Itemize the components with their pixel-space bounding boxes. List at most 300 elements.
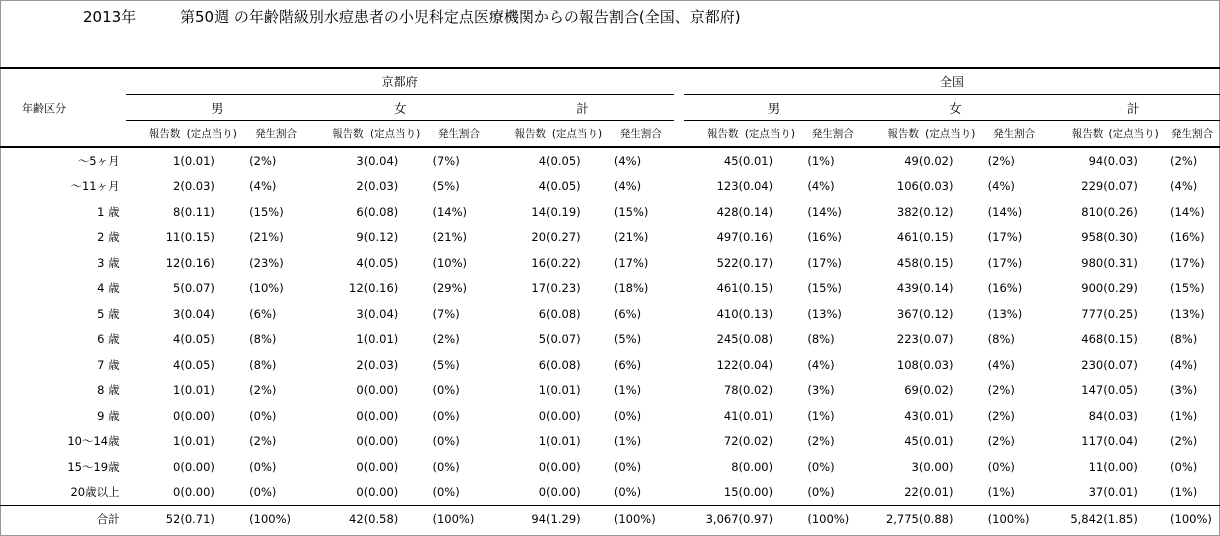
per-sentinel: (0.03): [918, 179, 954, 194]
total-row: [0, 506, 1220, 532]
per-sentinel: (0.08): [738, 332, 774, 347]
report-count: 4: [173, 357, 181, 372]
per-sentinel: (0.05): [546, 179, 581, 194]
age-group-label: 4 歳: [97, 281, 120, 296]
per-sentinel: (0.15): [918, 255, 954, 270]
sex-header-national-male: 男: [684, 95, 864, 121]
gap-cell: [674, 225, 684, 251]
incidence-rate: (4%): [1170, 179, 1198, 194]
subheader-rate: 発生割合: [801, 121, 864, 148]
per-sentinel: (0.01): [363, 332, 399, 347]
report-count: 72: [723, 434, 739, 449]
subheader-rate: 発生割合: [608, 121, 674, 148]
report-count: 410: [716, 306, 739, 321]
per-sentinel: (0.31): [1103, 255, 1138, 270]
incidence-rate: (1%): [807, 408, 835, 423]
incidence-rate: (15%): [613, 204, 649, 219]
report-count: 5: [173, 281, 181, 296]
report-count: 382: [896, 204, 919, 219]
incidence-rate: (2%): [987, 153, 1015, 168]
per-sentinel: (0.07): [1103, 357, 1138, 372]
incidence-rate: (17%): [807, 255, 842, 270]
table-row: [0, 250, 1220, 276]
per-sentinel: (0.05): [363, 255, 399, 270]
report-count: 458: [896, 255, 919, 270]
incidence-rate: (0%): [432, 459, 460, 474]
incidence-rate: (17%): [1170, 255, 1205, 270]
incidence-rate: (10%): [249, 281, 284, 296]
report-count: 45: [904, 434, 919, 449]
report-count: 1: [538, 383, 547, 398]
age-group-label: ～11ヶ月: [70, 179, 120, 194]
per-sentinel: (0.02): [918, 153, 954, 168]
incidence-rate: (21%): [613, 230, 649, 245]
gap-cell: [674, 352, 684, 378]
incidence-rate: (0%): [249, 485, 277, 500]
report-count: 106: [896, 179, 919, 194]
region-header-national: 全国: [684, 68, 1220, 95]
report-count: 49: [904, 153, 919, 168]
report-count: 108: [896, 357, 919, 372]
report-title: 第50週 の年齢階級別水痘患者の小児科定点医療機関からの報告割合(全国、京都府): [180, 8, 741, 26]
gap-cell: [674, 174, 684, 200]
report-count: 0: [538, 459, 547, 474]
gap-cell: [674, 250, 684, 276]
per-sentinel: (0.12): [918, 204, 954, 219]
gap-cell: [674, 276, 684, 302]
gap-cell: [674, 147, 684, 174]
incidence-rate: (21%): [249, 230, 284, 245]
sex-header-kyoto-total: 計: [491, 95, 673, 121]
age-group-label: 2 歳: [97, 230, 120, 245]
per-sentinel: (0.04): [363, 306, 399, 321]
report-count: 4: [538, 179, 547, 194]
table-row: [0, 225, 1220, 251]
per-sentinel: (0.01): [738, 153, 774, 168]
report-count: 3: [356, 306, 364, 321]
incidence-rate: (8%): [1170, 332, 1198, 347]
incidence-rate: (4%): [987, 357, 1015, 372]
incidence-rate: (4%): [1170, 357, 1198, 372]
per-sentinel: (0.16): [363, 281, 399, 296]
per-sentinel: (0.00): [363, 383, 399, 398]
incidence-rate: (100%): [982, 506, 1047, 532]
per-sentinel: (0.00): [546, 408, 581, 423]
report-count: 229: [1081, 179, 1104, 194]
per-sentinel: (0.01): [546, 383, 581, 398]
per-sentinel: (0.08): [546, 357, 581, 372]
report-count: 11: [165, 230, 181, 245]
per-sentinel: (0.00): [918, 459, 954, 474]
subheader-per-sentinel: (定点当り): [739, 121, 802, 148]
incidence-rate: (4%): [613, 153, 642, 168]
report-count: 12: [165, 255, 181, 270]
per-sentinel: (0.00): [180, 459, 215, 474]
age-group-label: 8 歳: [97, 383, 120, 398]
gap-cell: [674, 403, 684, 429]
report-count: 52: [126, 506, 181, 532]
report-count: 43: [904, 408, 919, 423]
age-group-label: ～5ヶ月: [77, 153, 120, 168]
incidence-rate: (29%): [432, 281, 468, 296]
per-sentinel: (0.12): [918, 306, 954, 321]
incidence-rate: (14%): [1170, 204, 1205, 219]
incidence-rate: (2%): [249, 383, 277, 398]
incidence-rate: (14%): [807, 204, 842, 219]
incidence-rate: (2%): [249, 153, 277, 168]
incidence-rate: (100%): [608, 506, 674, 532]
per-sentinel: (0.08): [546, 306, 581, 321]
table-row: [0, 480, 1220, 506]
incidence-rate: (8%): [807, 332, 835, 347]
report-count: 3,067: [684, 506, 739, 532]
subheader-per-sentinel: (定点当り): [546, 121, 608, 148]
report-count: 810: [1081, 204, 1104, 219]
per-sentinel: (0.05): [1103, 383, 1138, 398]
report-count: 9: [356, 230, 364, 245]
report-count: 69: [904, 383, 919, 398]
table-row: [0, 199, 1220, 225]
report-count: 461: [716, 281, 739, 296]
incidence-rate: (2%): [987, 434, 1015, 449]
incidence-rate: (17%): [987, 255, 1023, 270]
per-sentinel: (0.04): [363, 153, 399, 168]
per-sentinel: (0.12): [363, 230, 399, 245]
per-sentinel: (0.01): [180, 383, 215, 398]
incidence-rate: (6%): [613, 306, 642, 321]
per-sentinel: (0.00): [363, 408, 399, 423]
age-group-label: 6 歳: [97, 332, 120, 347]
subheader-count: 報告数: [864, 121, 919, 148]
incidence-rate: (2%): [987, 383, 1015, 398]
age-group-label: 5 歳: [97, 306, 120, 321]
per-sentinel: (0.30): [1103, 230, 1138, 245]
report-count: 94: [491, 506, 546, 532]
subheader-per-sentinel: (定点当り): [364, 121, 427, 148]
incidence-rate: (0%): [807, 485, 835, 500]
per-sentinel: (0.26): [1103, 204, 1138, 219]
table-row: [0, 174, 1220, 200]
per-sentinel: (0.08): [363, 204, 399, 219]
incidence-rate: (17%): [987, 230, 1023, 245]
report-count: 230: [1081, 357, 1104, 372]
report-count: 5: [538, 332, 547, 347]
table-row: [0, 301, 1220, 327]
incidence-rate: (6%): [249, 306, 277, 321]
report-count: 2: [356, 179, 364, 194]
per-sentinel: (0.03): [180, 179, 215, 194]
age-group-header: 年齢区分: [0, 68, 126, 147]
report-count: 0: [356, 408, 364, 423]
per-sentinel: (0.01): [180, 434, 215, 449]
report-count: 1: [173, 434, 181, 449]
per-sentinel: (0.05): [546, 153, 581, 168]
incidence-rate: (13%): [807, 306, 842, 321]
per-sentinel: (0.17): [738, 255, 774, 270]
subheader-rate: 発生割合: [427, 121, 492, 148]
report-count: 6: [538, 357, 547, 372]
incidence-rate: (0%): [432, 434, 460, 449]
per-sentinel: (0.97): [739, 506, 802, 532]
report-count: 6: [356, 204, 364, 219]
per-sentinel: (0.25): [1103, 306, 1138, 321]
incidence-rate: (2%): [1170, 153, 1198, 168]
subheader-per-sentinel: (定点当り): [1103, 121, 1164, 148]
report-count: 958: [1081, 230, 1104, 245]
report-count: 78: [723, 383, 739, 398]
per-sentinel: (0.15): [180, 230, 215, 245]
per-sentinel: (0.27): [546, 230, 581, 245]
subheader-count: 報告数: [684, 121, 739, 148]
incidence-rate: (7%): [432, 306, 460, 321]
per-sentinel: (0.00): [738, 485, 774, 500]
per-sentinel: (0.15): [738, 281, 774, 296]
incidence-rate: (1%): [1170, 408, 1198, 423]
report-count: 777: [1081, 306, 1104, 321]
per-sentinel: (0.03): [363, 179, 399, 194]
incidence-rate: (1%): [613, 383, 642, 398]
table-row: [0, 276, 1220, 302]
subheader-rate: 発生割合: [243, 121, 309, 148]
report-count: 22: [904, 485, 919, 500]
per-sentinel: (0.04): [738, 179, 774, 194]
report-count: 980: [1081, 255, 1104, 270]
incidence-rate: (6%): [613, 357, 642, 372]
incidence-rate: (1%): [987, 485, 1015, 500]
report-count: 245: [716, 332, 739, 347]
incidence-rate: (4%): [249, 179, 277, 194]
gap-cell: [674, 327, 684, 353]
per-sentinel: (0.14): [918, 281, 954, 296]
per-sentinel: (0.00): [180, 408, 215, 423]
report-count: 12: [349, 281, 364, 296]
incidence-rate: (4%): [987, 179, 1015, 194]
report-count: 94: [1088, 153, 1104, 168]
gap-cell: [674, 301, 684, 327]
incidence-rate: (16%): [1170, 230, 1205, 245]
gap-cell: [674, 454, 684, 480]
per-sentinel: (0.04): [1103, 434, 1138, 449]
per-sentinel: (0.01): [738, 408, 774, 423]
incidence-rate: (10%): [432, 255, 468, 270]
incidence-rate: (2%): [249, 434, 277, 449]
incidence-rate: (0%): [613, 485, 642, 500]
per-sentinel: (0.01): [918, 485, 954, 500]
report-count: 37: [1088, 485, 1104, 500]
report-count: 1: [538, 434, 547, 449]
report-count: 20: [531, 230, 547, 245]
age-group-label: 20歳以上: [70, 485, 120, 500]
per-sentinel: (0.15): [1103, 332, 1138, 347]
incidence-rate: (100%): [243, 506, 309, 532]
incidence-rate: (4%): [807, 179, 835, 194]
report-count: 3: [911, 459, 919, 474]
report-count: 522: [716, 255, 739, 270]
subheader-per-sentinel: (定点当り): [919, 121, 982, 148]
incidence-rate: (100%): [801, 506, 864, 532]
per-sentinel: (0.88): [919, 506, 982, 532]
per-sentinel: (0.29): [1103, 281, 1138, 296]
report-count: 2: [356, 357, 364, 372]
report-count: 117: [1081, 434, 1104, 449]
table-row: [0, 429, 1220, 455]
gap-cell: [674, 480, 684, 506]
incidence-rate: (18%): [613, 281, 649, 296]
incidence-rate: (2%): [1170, 434, 1198, 449]
report-count: 468: [1081, 332, 1104, 347]
report-count: 3: [173, 306, 181, 321]
per-sentinel: (0.16): [180, 255, 215, 270]
age-group-label: 15～19歳: [67, 459, 120, 474]
age-group-label: 7 歳: [97, 357, 120, 372]
report-count: 2,775: [864, 506, 919, 532]
region-header-kyoto: 京都府: [126, 68, 674, 95]
incidence-rate: (5%): [432, 357, 460, 372]
report-count: 41: [723, 408, 739, 423]
incidence-rate: (2%): [432, 332, 460, 347]
report-count: 0: [356, 459, 364, 474]
incidence-rate: (7%): [432, 153, 460, 168]
incidence-rate: (15%): [807, 281, 842, 296]
report-count: 3: [356, 153, 364, 168]
report-count: 42: [309, 506, 364, 532]
per-sentinel: (0.01): [546, 434, 581, 449]
report-year: 2013年: [83, 8, 137, 26]
incidence-rate: (0%): [613, 408, 642, 423]
per-sentinel: (0.00): [363, 434, 399, 449]
subheader-rate: 発生割合: [982, 121, 1047, 148]
incidence-rate: (21%): [432, 230, 468, 245]
incidence-rate: (1%): [1170, 485, 1198, 500]
incidence-rate: (100%): [427, 506, 492, 532]
incidence-rate: (2%): [987, 408, 1015, 423]
report-count: 84: [1088, 408, 1104, 423]
incidence-rate: (0%): [613, 459, 642, 474]
incidence-rate: (4%): [613, 179, 642, 194]
incidence-rate: (1%): [807, 153, 835, 168]
report-count: 367: [896, 306, 919, 321]
report-count: 17: [531, 281, 547, 296]
report-count: 0: [173, 459, 181, 474]
incidence-rate: (23%): [249, 255, 284, 270]
report-count: 428: [716, 204, 739, 219]
subheader-per-sentinel: (定点当り): [180, 121, 243, 148]
per-sentinel: (0.23): [546, 281, 581, 296]
report-count: 439: [896, 281, 919, 296]
age-group-label: 9 歳: [97, 408, 120, 423]
report-count: 147: [1081, 383, 1104, 398]
report-count: 123: [716, 179, 739, 194]
per-sentinel: (0.07): [546, 332, 581, 347]
per-sentinel: (0.15): [918, 230, 954, 245]
per-sentinel: (0.03): [1103, 153, 1138, 168]
incidence-rate: (14%): [987, 204, 1023, 219]
report-count: 0: [356, 485, 364, 500]
report-count: 14: [531, 204, 547, 219]
per-sentinel: (0.05): [180, 357, 215, 372]
report-count: 0: [173, 408, 181, 423]
per-sentinel: (0.02): [738, 434, 774, 449]
incidence-rate: (0%): [249, 408, 277, 423]
per-sentinel: (0.00): [363, 459, 399, 474]
per-sentinel: (0.00): [546, 485, 581, 500]
report-count: 900: [1081, 281, 1104, 296]
incidence-rate: (8%): [249, 357, 277, 372]
report-count: 8: [173, 204, 181, 219]
per-sentinel: (0.05): [180, 332, 215, 347]
per-sentinel: (1.85): [1103, 506, 1164, 532]
gap-cell: [674, 506, 684, 532]
table-row: [0, 378, 1220, 404]
subheader-count: 報告数: [1047, 121, 1104, 148]
per-sentinel: (0.03): [363, 357, 399, 372]
gap-cell: [674, 429, 684, 455]
incidence-rate: (13%): [1170, 306, 1205, 321]
sex-header-national-total: 計: [1047, 95, 1220, 121]
age-group-label: 3 歳: [97, 255, 120, 270]
report-count: 45: [723, 153, 739, 168]
report-count: 1: [356, 332, 364, 347]
report-count: 223: [896, 332, 919, 347]
per-sentinel: (0.58): [364, 506, 427, 532]
subheader-count: 報告数: [309, 121, 364, 148]
age-group-label: 合計: [0, 506, 126, 532]
incidence-rate: (16%): [807, 230, 842, 245]
per-sentinel: (0.01): [180, 153, 215, 168]
per-sentinel: (0.01): [918, 408, 954, 423]
report-count: 0: [538, 485, 547, 500]
per-sentinel: (0.02): [738, 383, 774, 398]
incidence-rate: (13%): [987, 306, 1023, 321]
varicella-age-table: [0, 67, 1220, 532]
per-sentinel: (0.71): [180, 506, 243, 532]
incidence-rate: (14%): [432, 204, 468, 219]
report-count: 11: [1088, 459, 1104, 474]
incidence-rate: (0%): [432, 408, 460, 423]
incidence-rate: (8%): [987, 332, 1015, 347]
report-count: 15: [723, 485, 739, 500]
incidence-rate: (1%): [613, 434, 642, 449]
per-sentinel: (0.00): [363, 485, 399, 500]
per-sentinel: (0.07): [1103, 179, 1138, 194]
subheader-count: 報告数: [126, 121, 181, 148]
sex-header-kyoto-male: 男: [126, 95, 309, 121]
per-sentinel: (0.16): [738, 230, 774, 245]
per-sentinel: (0.03): [1103, 408, 1138, 423]
report-count: 4: [173, 332, 181, 347]
age-group-label: 10～14歳: [67, 434, 120, 449]
report-count: 0: [173, 485, 181, 500]
incidence-rate: (15%): [249, 204, 284, 219]
table-row: [0, 147, 1220, 174]
sex-header-kyoto-female: 女: [309, 95, 491, 121]
report-count: 5,842: [1047, 506, 1104, 532]
incidence-rate: (0%): [432, 485, 460, 500]
table-row: [0, 403, 1220, 429]
incidence-rate: (5%): [613, 332, 642, 347]
incidence-rate: (3%): [807, 383, 835, 398]
report-count: 1: [173, 153, 181, 168]
incidence-rate: (0%): [432, 383, 460, 398]
per-sentinel: (0.14): [738, 204, 774, 219]
report-count: 16: [531, 255, 547, 270]
report-count: 0: [356, 434, 364, 449]
incidence-rate: (4%): [807, 357, 835, 372]
report-count: 1: [173, 383, 181, 398]
report-count: 0: [356, 383, 364, 398]
incidence-rate: (0%): [1170, 459, 1198, 474]
per-sentinel: (0.02): [918, 383, 954, 398]
